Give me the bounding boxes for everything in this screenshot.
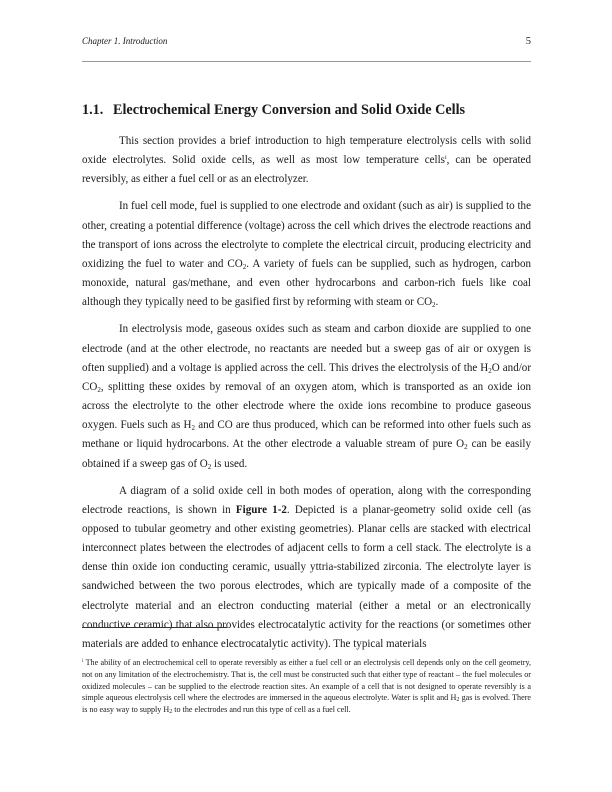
subscript: 2 — [456, 697, 460, 704]
chapter-title: Chapter 1. Introduction — [82, 36, 168, 46]
footnote-marker: i — [82, 659, 84, 664]
paragraph-intro — [82, 132, 531, 189]
paragraph-electrolysis-mode — [82, 320, 531, 473]
text-span: can be easily obtained if a sweep gas of O — [82, 438, 532, 470]
subscript: 2 — [488, 366, 492, 375]
page-number: 5 — [525, 36, 531, 47]
header-rule — [82, 61, 531, 62]
text-span: is used. — [211, 457, 248, 470]
subscript: 2 — [191, 424, 195, 433]
text-span: This section provides a brief introduction to high temperature electrolysis cells with solid oxide electrolytes. Solid oxide cells, as well as most low temperature cells — [82, 135, 531, 167]
running-header — [82, 36, 531, 50]
text-span: . Depicted is a planar-geometry solid oxide cell (as opposed to tubular geometry and other existing geometries). Planar cells are stacked with electrical interconnect plates between the electrodes of adjacent cells to form a cell stack. The electrolyte is a dense thin oxide ion conducting ceramic, usually yttria-stabilized zirconia. The electrolyte layer is sandwiched between the two porous electrodes, which are typically made of a composite of the electrolyte material and an electron conducting material (either a metal or an electronically conductive ceramic) that also provides electrocatalytic activity for the reactions (or sometimes other materials are added to enhance electrocatalytic activity). The typical materials — [82, 503, 531, 650]
subscript: 2 — [97, 385, 101, 394]
text-span: , can be operated reversibly, as either a fuel cell or as an electrolyzer. — [82, 154, 531, 186]
text-span: The ability of an electrochemical cell to operate reversibly as either a fuel cell or an electrolysis cell depends only on the cell geometry, not on any limitation of the electrochemistry. That is, the cell must be constructed such that either type of reactant – the fuel molecules or oxidized molecules – can be supplied to the electrode reaction sites. An example of a cell that is not designed to operate reversibly is a simple aqueous electrolysis cell where the electrodes are immersed in the aqueous electrolyte. Water is split and H — [82, 658, 531, 703]
text-span: O and/or CO — [82, 361, 531, 393]
text-span: gas is evolved. There is no easy way to supply H — [82, 693, 531, 715]
text-span: , splitting these oxides by removal of an oxygen atom, which is transported as an oxide ion across the electrolyte to the other electrode where the oxide ions recombine to produce gaseous oxygen. Fuels such as H — [82, 380, 531, 432]
subscript: 2 — [242, 262, 247, 271]
text-span: and CO are thus produced, which can be reformed into other fuels such as methane or liquid hydrocarbons. At the other electrode a valuable stream of pure O — [82, 419, 531, 451]
text-span: . — [435, 296, 439, 309]
body-text — [82, 132, 531, 662]
subscript: 2 — [169, 709, 173, 716]
footnote-ref[interactable]: i — [444, 155, 447, 162]
figure-reference[interactable]: Figure 1-2 — [235, 503, 287, 516]
footnote-separator — [82, 627, 227, 628]
paragraph-fuel-cell-mode — [82, 197, 531, 312]
section-number: 1.1. — [82, 102, 104, 118]
subscript: 2 — [207, 462, 212, 471]
text-span: to the electrodes and run this type of cell as a fuel cell. — [172, 705, 351, 715]
subscript: 2 — [464, 443, 468, 452]
section-heading — [82, 102, 542, 119]
paragraph-diagram — [82, 482, 531, 654]
text-span: In electrolysis mode, gaseous oxides such as steam and carbon dioxide are supplied to one electrode (and at the other electrode, no reactants are needed but a sweep gas of air or oxygen is often supplied) and a voltage is applied across the cell. This drives the electrolysis of the H — [82, 323, 531, 374]
footnote — [82, 657, 531, 716]
text-span: A diagram of a solid oxide cell in both modes of operation, along with the corresponding electrode reactions, is shown in — [82, 484, 531, 516]
text-span: In fuel cell mode, fuel is supplied to one electrode and oxidant (such as air) is supplied to the other, creating a potential difference (voltage) across the cell which drives the electrode reactions and the transport of ions across the electrolyte to complete the electrical circuit, producing electricity and oxidizing the fuel to water and CO — [82, 200, 531, 270]
section-title: Electrochemical Energy Conversion and Solid Oxide Cells — [113, 102, 466, 118]
text-span: . A variety of fuels can be supplied, such as hydrogen, carbon monoxide, natural gas/methane, and even other hydrocarbons and carbon-rich fuels like coal although they typically need to be gasified first by reforming with steam or CO — [82, 257, 531, 309]
subscript: 2 — [432, 301, 436, 310]
